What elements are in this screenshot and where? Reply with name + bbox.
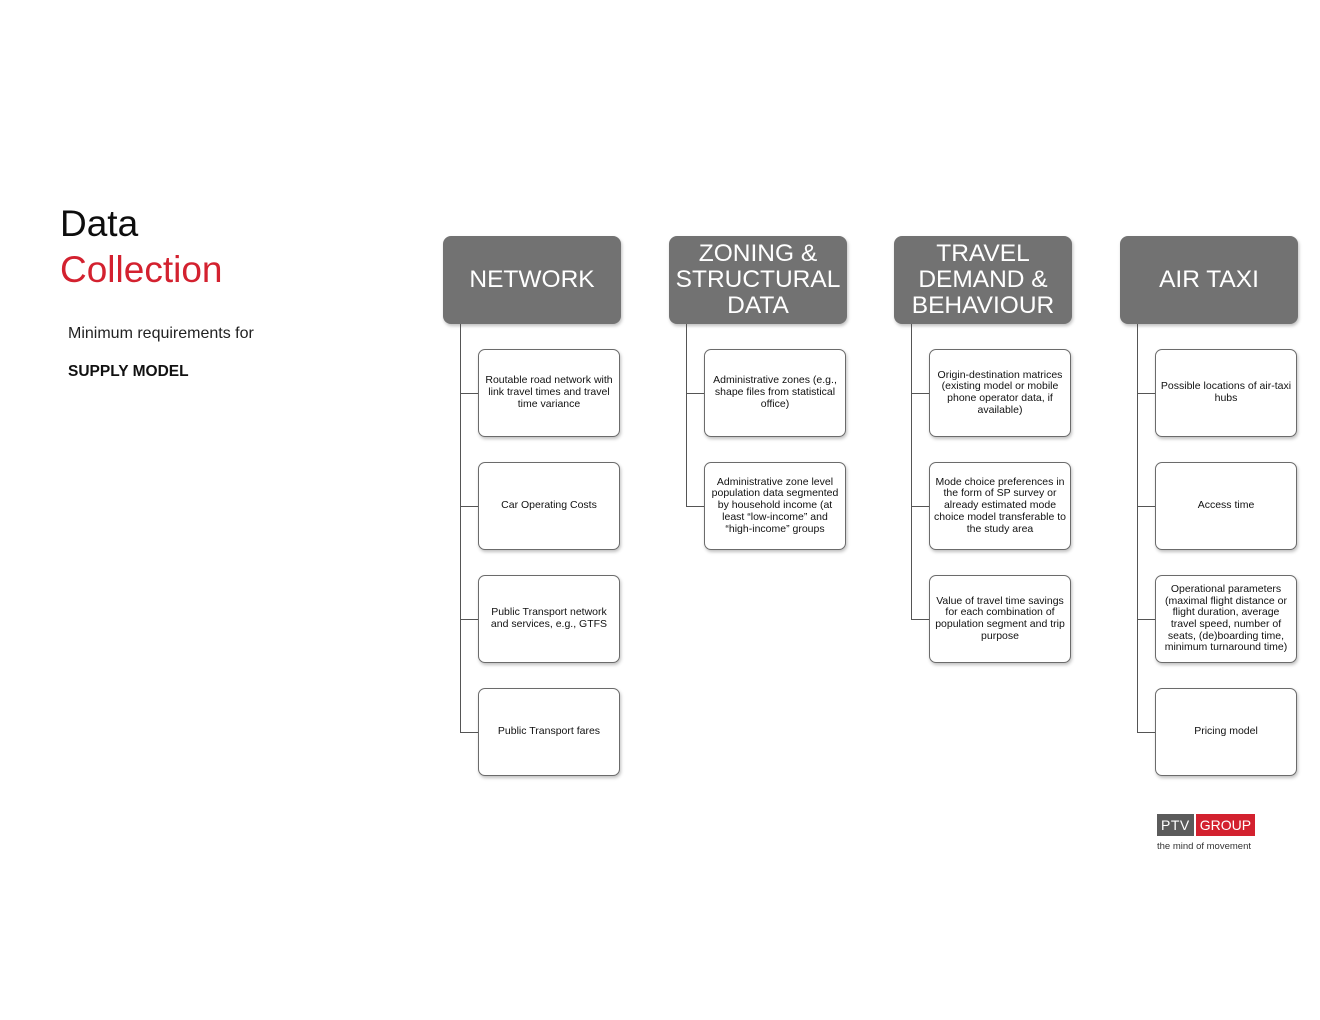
connector-branch (1137, 506, 1157, 507)
title-line-collection: Collection (60, 249, 223, 290)
header-line: TRAVEL (936, 240, 1030, 267)
connector-branch (686, 393, 706, 394)
card-hub-locations: Possible locations of air-taxi hubs (1155, 349, 1297, 437)
connector-branch (686, 506, 706, 507)
model-label: SUPPLY MODEL (68, 363, 189, 380)
logo-tagline: the mind of movement (1157, 841, 1251, 852)
connector-branch (911, 619, 931, 620)
header-line: DEMAND & (918, 266, 1048, 293)
connector-branch (460, 619, 480, 620)
card-admin-zones: Administrative zones (e.g., shape files from statistical office) (704, 349, 846, 437)
header-travel-demand (894, 236, 1072, 324)
card-road-network: Routable road network with link travel times and travel time variance (478, 349, 620, 437)
card-pt-fares: Public Transport fares (478, 688, 620, 776)
header-line: DATA (727, 292, 789, 319)
header-zoning (669, 236, 847, 324)
connector-branch (911, 393, 931, 394)
card-mode-choice: Mode choice preferences in the form of SP survey or already estimated mode choice model transferable to the study area (929, 462, 1071, 550)
header-line: BEHAVIOUR (911, 292, 1055, 319)
header-line: AIR TAXI (1159, 266, 1259, 293)
card-od-matrices: Origin-destination matrices (existing model or mobile phone operator data, if available) (929, 349, 1071, 437)
card-pricing-model: Pricing model (1155, 688, 1297, 776)
card-operational-parameters: Operational parameters (maximal flight distance or flight duration, average travel speed, number of seats, (de)boarding time, minimum turnaround time) (1155, 575, 1297, 663)
header-line: ZONING & (698, 240, 818, 267)
connector-branch (1137, 393, 1157, 394)
connector-trunk (460, 324, 461, 732)
header-line: STRUCTURAL (675, 266, 841, 293)
logo-group: GROUP (1196, 814, 1255, 836)
card-value-of-time: Value of travel time savings for each combination of population segment and trip purpose (929, 575, 1071, 663)
connector-trunk (686, 324, 687, 506)
connector-branch (460, 393, 480, 394)
logo-ptv: PTV (1157, 814, 1194, 836)
connector-branch (1137, 732, 1157, 733)
header-air-taxi (1120, 236, 1298, 324)
card-car-operating-costs: Car Operating Costs (478, 462, 620, 550)
header-network (443, 236, 621, 324)
connector-branch (460, 732, 480, 733)
card-access-time: Access time (1155, 462, 1297, 550)
logo-wordmark (1157, 814, 1255, 836)
connector-trunk (1137, 324, 1138, 732)
header-line: NETWORK (469, 266, 595, 293)
connector-trunk (911, 324, 912, 619)
ptv-group-logo (1157, 814, 1255, 852)
connector-branch (911, 506, 931, 507)
connector-branch (460, 506, 480, 507)
subtitle: Minimum requirements for (68, 325, 254, 342)
title-line-data: Data (60, 203, 139, 244)
card-population-data: Administrative zone level population data segmented by household income (at least “low-income” and “high-income” groups (704, 462, 846, 550)
connector-branch (1137, 619, 1157, 620)
card-pt-network: Public Transport network and services, e.g., GTFS (478, 575, 620, 663)
